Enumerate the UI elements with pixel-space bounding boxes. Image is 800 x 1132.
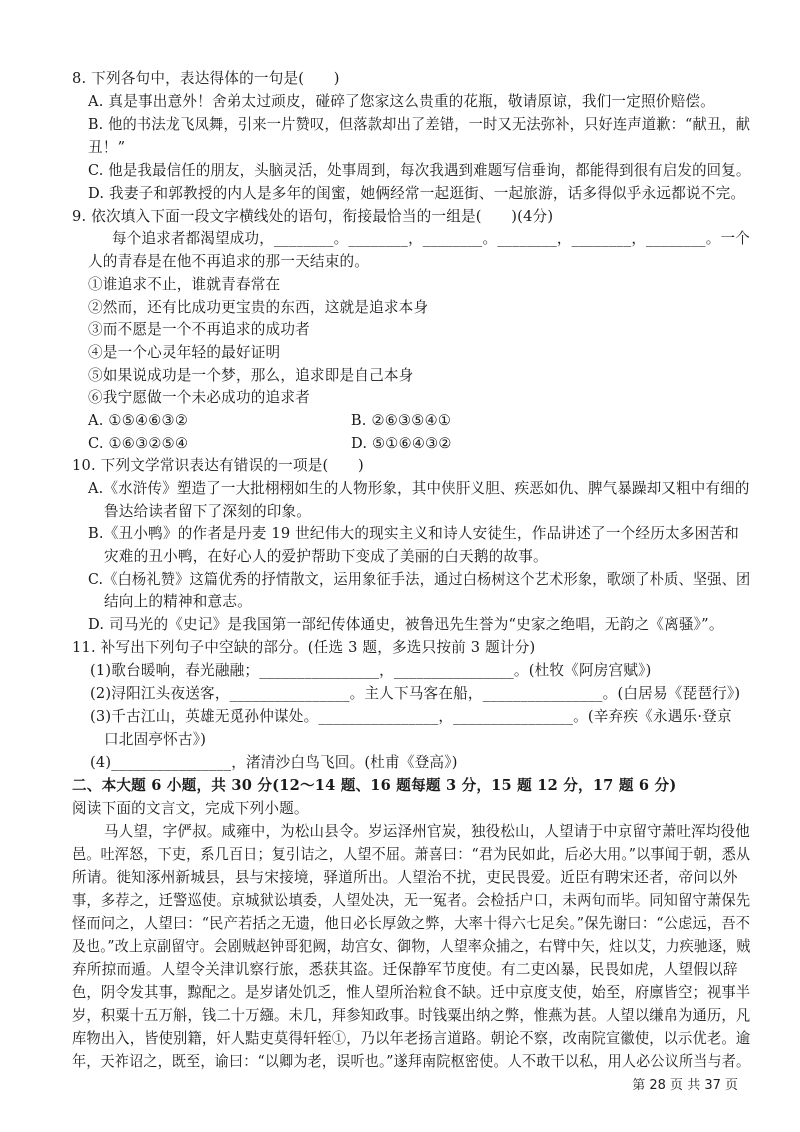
question-10-option-d: D. 司马光的《史记》是我国第一部纪传体通史，被鲁迅先生誉为“史家之绝唱，无韵之《离骚》”。 xyxy=(88,616,724,633)
question-8-option-b: B. 他的书法龙飞凤舞，引来一片赞叹，但落款却出了差错，一时又无法弥补，只好连声道歉：“献丑，献 xyxy=(88,116,751,133)
passage-line: 怪而问之，人望曰：“民产若括之无遗，他日必长厚敛之弊，大率十得六七足矣。”保先谢曰：“公虑远，吾不 xyxy=(72,915,751,932)
passage-line: 色，阴令发其事，黥配之。是岁诸处饥乏，惟人望所治粒食不缺。迁中京度支使，始至，府廪皆空；视事半 xyxy=(72,984,751,1001)
question-8-option-a: A. 真是事出意外！舍弟太过顽皮，碰碎了您家这么贵重的花瓶，敬请原谅，我们一定照价赔偿。 xyxy=(88,93,715,110)
page-number: 第 28 页 共 37 页 xyxy=(632,1078,738,1093)
passage-line: 及也。”改上京副留守。会剧贼赵钟哥犯阙，劫宫女、御物，人望率众捕之，右臂中矢，炷以艾，力疾驰逐，贼 xyxy=(72,938,751,955)
question-10-option-b-cont: 灾难的丑小鸭，在好心人的爱护帮助下变成了美丽的白天鹅的故事。 xyxy=(104,548,548,565)
passage-line: 邑。吐浑怒，下吏，系几百日；复引诘之，人望不屈。萧喜曰：“君为民如此，后必大用。”以事闻于朝，悉从 xyxy=(72,846,751,863)
question-11-item-4: (4)________________，渚清沙白鸟飞回。(杜甫《登高》) xyxy=(90,754,458,771)
section-2-instruction: 阅读下面的文言文，完成下列小题。 xyxy=(72,800,309,817)
question-9-item-1: ①谁追求不止，谁就青春常在 xyxy=(88,276,281,293)
passage-line: 岁，积粟十五万斛，钱二十万繦。未几，拜参知政事。时钱粟出纳之弊，惟燕为甚。人望以缣帛为通历，凡 xyxy=(72,1007,751,1024)
question-9-options-cd: C. ①⑥③②⑤④ D. ⑤①⑥④③② xyxy=(88,435,452,452)
passage-line: 弃所掠而遁。人望令关津讥察行旅，悉获其盗。迁保静军节度使。有二吏凶暴，民畏如虎，人望假以辞 xyxy=(72,961,738,978)
question-9-passage: 每个追求者都渴望成功，________。________，________。________，________，________。一个 xyxy=(112,230,750,247)
question-9-stem: 9. 依次填入下面一段文字横线处的语句，衔接最恰当的一组是( )(4分) xyxy=(72,208,554,225)
question-10-option-b: B.《丑小鸭》的作者是丹麦 19 世纪伟大的现实主义和诗人安徒生，作品讲述了一个经历太多困苦和 xyxy=(88,525,739,542)
question-11-stem: 11. 补写出下列句子中空缺的部分。(任选 3 题，多选只按前 3 题计分) xyxy=(72,639,536,656)
question-9-item-3: ③而不愿是一个不再追求的成功者 xyxy=(88,321,310,338)
question-8-stem: 8. 下列各句中，表达得体的一句是( ) xyxy=(72,70,340,87)
question-11-item-1: (1)歌台暖响，春光融融；________________，________________。(杜牧《阿房宫赋》) xyxy=(90,662,652,679)
section-2-heading: 二、本大题 6 小题，共 30 分(12～14 题、16 题每题 3 分，15 题 12 分，17 题 6 分) xyxy=(72,777,677,794)
question-9-passage-cont: 人的青春是在他不再追求的那一天结束的。 xyxy=(88,253,370,270)
question-8-option-c: C. 他是我最信任的朋友，头脑灵活，处事周到，每次我遇到难题写信垂询，都能得到很有启发的回复。 xyxy=(88,162,751,179)
passage-line: 年，天祚诏之，既至，谕曰：“以卿为老，误听也。”遂拜南院枢密使。人不敢干以私，用人必公议所当与者。 xyxy=(72,1053,751,1070)
passage-line: 所请。徙知涿州新城县，县与宋接境，驿道所出。人望治不扰，吏民畏爱。近臣有聘宋还者，帝问以外 xyxy=(72,869,738,886)
question-10-option-a-cont: 鲁达给读者留下了深刻的印象。 xyxy=(104,503,312,520)
question-11-item-2: (2)浔阳江头夜送客，________________。主人下马客在船，________________。(白居易《琵琶行》) xyxy=(90,685,741,702)
question-10-option-a: A.《水浒传》塑造了一大批栩栩如生的人物形象，其中侠肝义胆、疾恶如仇、脾气暴躁却又粗中有细的 xyxy=(88,480,750,497)
question-9-item-2: ②然而，还有比成功更宝贵的东西，这就是追求本身 xyxy=(88,299,429,316)
question-9-item-4: ④是一个心灵年轻的最好证明 xyxy=(88,344,281,361)
question-8-option-b-cont: 丑！” xyxy=(88,139,126,156)
question-11-item-3: (3)千古江山，英雄无觅孙仲谋处。________________，________________。(辛弃疾《永遇乐·登京 xyxy=(90,708,732,725)
question-9-options-ab: A. ①⑤④⑥③② B. ②⑥③⑤④① xyxy=(88,412,452,429)
question-10-option-c: C.《白杨礼赞》这篇优秀的抒情散文，运用象征手法，通过白杨树这个艺术形象，歌颂了朴质、坚强、团 xyxy=(88,571,751,588)
passage-line: 事，多荐之，迁警巡使。京城狱讼填委，人望处决，无一冤者。会检括户口，未两旬而毕。同知留守萧保先 xyxy=(72,892,751,909)
question-8-option-d: D. 我妻子和郭教授的内人是多年的闺蜜，她俩经常一起逛街、一起旅游，话多得似乎永远都说不完。 xyxy=(88,185,746,202)
question-10-option-c-cont: 结向上的精神和意志。 xyxy=(104,593,252,610)
question-11-item-3-cont: 口北固亭怀古》) xyxy=(104,731,207,748)
question-9-item-6: ⑥我宁愿做一个未必成功的追求者 xyxy=(88,389,310,406)
question-10-stem: 10. 下列文学常识表达有错误的一项是( ) xyxy=(72,457,364,474)
passage-line: 马人望，字俨叔。咸雍中，为松山县令。岁运泽州官炭，独役松山，人望请于中京留守萧吐浑均役他 xyxy=(104,823,750,840)
question-9-item-5: ⑤如果说成功是一个梦，那么，追求即是自己本身 xyxy=(88,367,414,384)
passage-line: 库物出入，皆使别籍，奸人黠吏莫得轩轾①，乃以年老扬言道路。朝论不察，改南院宣徽使，以示优老。逾 xyxy=(72,1030,751,1047)
